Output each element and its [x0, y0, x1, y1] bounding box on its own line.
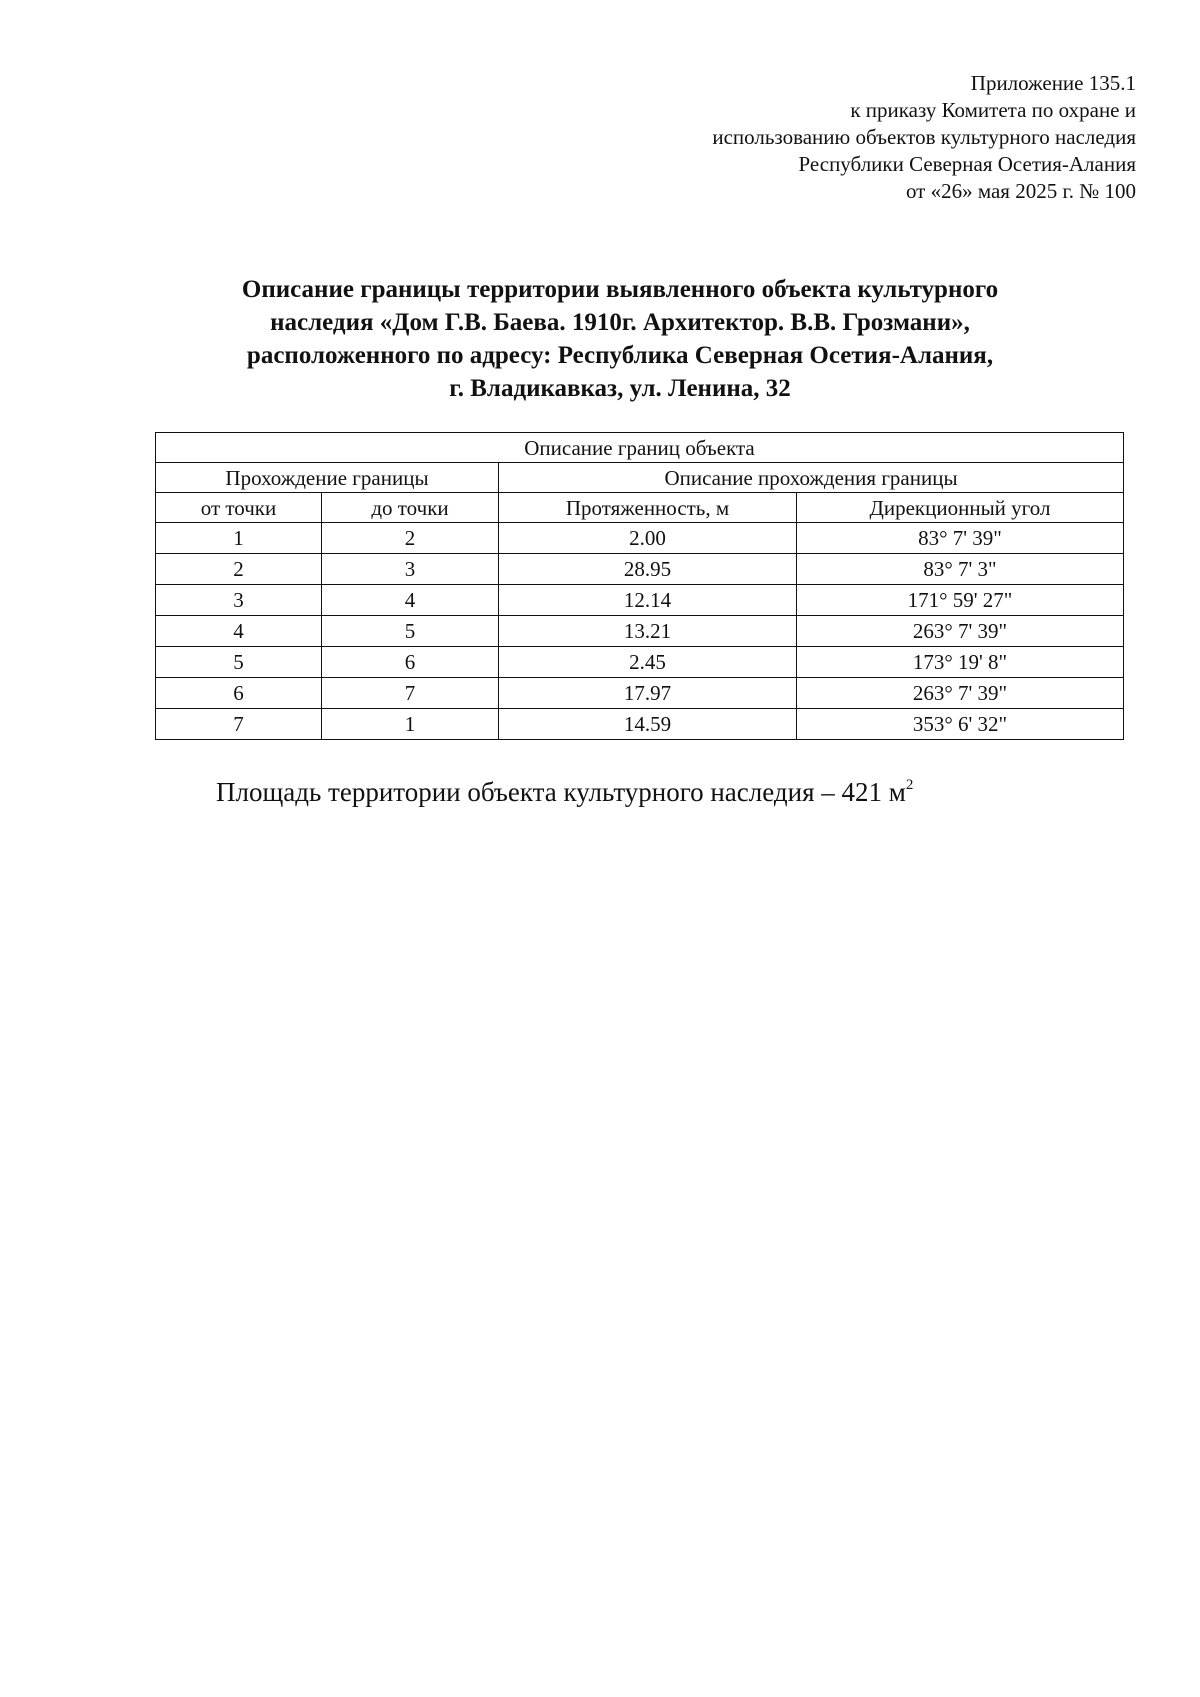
- title-line: наследия «Дом Г.В. Баева. 1910г. Архитектор. В.В. Грозмани»,: [270, 309, 970, 336]
- length-cell: 17.97: [499, 678, 797, 709]
- group-header-passage: Прохождение границы: [156, 463, 499, 493]
- title-line: г. Владикавказ, ул. Ленина, 32: [449, 375, 791, 402]
- table-caption-row: [156, 433, 1124, 463]
- appendix-line: Республики Северная Осетия-Алания: [798, 152, 1136, 176]
- direction-angle-cell: 263° 7' 39": [797, 678, 1124, 709]
- column-header-length: Протяженность, м: [499, 493, 797, 523]
- table-caption: Описание границ объекта: [156, 433, 1124, 463]
- to-point-cell: 5: [322, 616, 499, 647]
- column-header-direction-angle: Дирекционный угол: [797, 493, 1124, 523]
- from-point-cell: 7: [156, 709, 322, 740]
- column-header-from-point: от точки: [156, 493, 322, 523]
- area-text: Площадь территории объекта культурного наследия – 421 м: [216, 777, 906, 807]
- appendix-line: использованию объектов культурного наследия: [712, 125, 1136, 149]
- to-point-cell: 7: [322, 678, 499, 709]
- direction-angle-cell: 83° 7' 39": [797, 523, 1124, 554]
- table-row: [156, 523, 1124, 554]
- appendix-line: к приказу Комитета по охране и: [850, 98, 1136, 122]
- area-statement: [216, 777, 913, 808]
- table-row: [156, 616, 1124, 647]
- length-cell: 28.95: [499, 554, 797, 585]
- area-superscript: 2: [905, 777, 914, 793]
- from-point-cell: 2: [156, 554, 322, 585]
- length-cell: 14.59: [499, 709, 797, 740]
- to-point-cell: 3: [322, 554, 499, 585]
- boundary-table: [155, 432, 1124, 740]
- appendix-line: Приложение 135.1: [970, 71, 1136, 95]
- table-row: [156, 678, 1124, 709]
- group-header-description: Описание прохождения границы: [499, 463, 1124, 493]
- length-cell: 2.00: [499, 523, 797, 554]
- from-point-cell: 6: [156, 678, 322, 709]
- from-point-cell: 4: [156, 616, 322, 647]
- appendix-line: от «26» мая 2025 г. № 100: [905, 179, 1136, 203]
- title-line: расположенного по адресу: Республика Северная Осетия-Алания,: [246, 342, 994, 369]
- direction-angle-cell: 171° 59' 27": [797, 585, 1124, 616]
- table-row: [156, 647, 1124, 678]
- appendix-header: [712, 70, 1136, 205]
- direction-angle-cell: 173° 19' 8": [797, 647, 1124, 678]
- direction-angle-cell: 263° 7' 39": [797, 616, 1124, 647]
- from-point-cell: 5: [156, 647, 322, 678]
- column-header-to-point: до точки: [322, 493, 499, 523]
- direction-angle-cell: 83° 7' 3": [797, 554, 1124, 585]
- length-cell: 13.21: [499, 616, 797, 647]
- to-point-cell: 2: [322, 523, 499, 554]
- direction-angle-cell: 353° 6' 32": [797, 709, 1124, 740]
- table-column-header-row: [156, 493, 1124, 523]
- from-point-cell: 1: [156, 523, 322, 554]
- to-point-cell: 6: [322, 647, 499, 678]
- table-group-header-row: [156, 463, 1124, 493]
- document-title: [150, 273, 1090, 405]
- length-cell: 2.45: [499, 647, 797, 678]
- length-cell: 12.14: [499, 585, 797, 616]
- title-line: Описание границы территории выявленного объекта культурного: [241, 276, 999, 303]
- table-row: [156, 709, 1124, 740]
- table-row: [156, 554, 1124, 585]
- table-row: [156, 585, 1124, 616]
- from-point-cell: 3: [156, 585, 322, 616]
- to-point-cell: 4: [322, 585, 499, 616]
- to-point-cell: 1: [322, 709, 499, 740]
